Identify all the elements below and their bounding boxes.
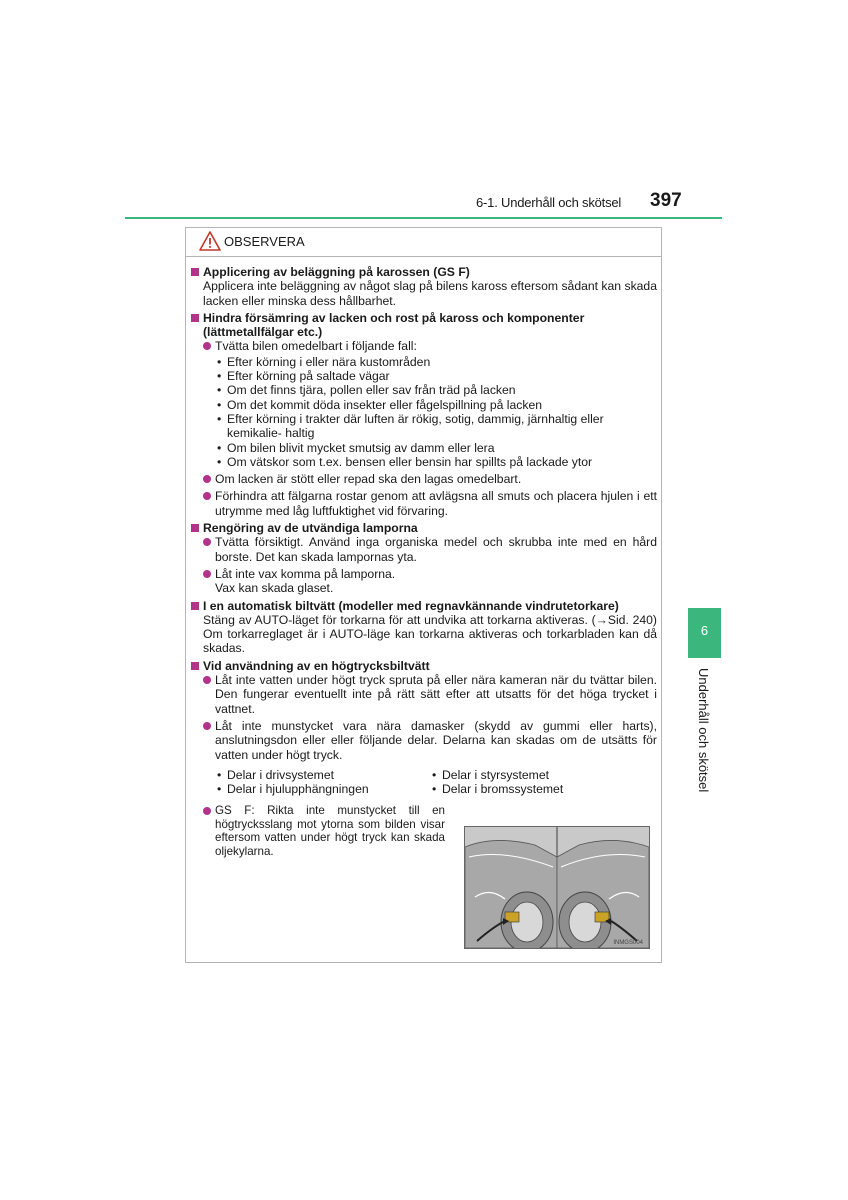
list-item: • Om bilen blivit mycket smutsig av damm eller lera — [217, 440, 495, 455]
chapter-tab — [688, 608, 721, 658]
dot-item: Om lacken är stött eller repad ska den lagas omedelbart. — [191, 472, 657, 486]
dot-bullet-icon — [203, 722, 211, 730]
paragraph: Stäng av AUTO-läget för torkarna för att undvika att torkarna aktiveras. (→Sid. 240) Om torkarreglaget är i AUTO-läge kan torkarna aktiveras och torkarbladen kan då skadas. — [203, 612, 657, 656]
dot-item: Låt inte vatten under högt tryck spruta på eller nära kameran när du tvättar bilen. Den fungerar eventuellt inte på rätt sätt efter att utsatts för det höga trycket i vattnet. — [191, 673, 657, 716]
parts-list — [191, 768, 657, 797]
car-wheel-illustration — [464, 826, 650, 949]
notice-title: OBSERVERA — [224, 234, 305, 249]
dot-bullet-icon — [203, 676, 211, 684]
list-item: • Delar i bromssystemet — [432, 782, 564, 797]
paragraph: GS F: Rikta inte munstycket till en högtrycksslang mot ytorna som bilden visar eftersom vatten under högt tryck kan skada oljekylarna. — [215, 804, 445, 858]
page-number: 397 — [650, 190, 682, 211]
bullet-icon: • — [217, 440, 222, 455]
car-front-drawing — [465, 827, 649, 948]
bullet-icon: • — [217, 454, 222, 469]
dot-item: Tvätta bilen omedelbart i följande fall: — [191, 339, 657, 353]
square-bullet-icon — [191, 314, 199, 322]
chapter-label: Underhåll och skötsel — [696, 668, 711, 793]
notice-box — [185, 227, 662, 963]
section-title: I en automatisk biltvätt (modeller med regnavkännande vindrutetorkare) — [191, 599, 657, 613]
square-bullet-icon — [191, 662, 199, 670]
bullet-icon: • — [432, 767, 437, 782]
bullet-icon: • — [217, 411, 222, 426]
warning-triangle-icon — [199, 231, 221, 251]
bullet-icon: • — [217, 767, 222, 782]
list-item: • Om det finns tjära, pollen eller sav från träd på lacken — [217, 383, 516, 398]
dot-item: Låt inte munstycket vara nära damasker (skydd av gummi eller harts), anslutningsdon eller eller följande delar. Delarna kan skadas om de utsätts för vatten under högt tryck. — [191, 719, 657, 762]
bullet-icon: • — [217, 383, 222, 398]
section-title: Hindra försämring av lacken och rost på kaross och komponenter (lättmetallfälgar etc.) — [191, 311, 657, 340]
bullet-icon: • — [217, 354, 222, 369]
section-heading: 6-1. Underhåll och skötsel — [476, 195, 622, 210]
dot-bullet-icon — [203, 475, 211, 483]
notice-header — [186, 228, 661, 257]
illustration-code: INMGS004 — [613, 940, 643, 946]
section-title: Applicering av beläggning på karossen (GS F) — [191, 265, 657, 279]
dot-item: Förhindra att fälgarna rostar genom att avlägsna all smuts och placera hjulen i ett utrymme med låg luftfuktighet vid förvaring. — [191, 489, 657, 518]
dot-item: Låt inte vax komma på lamporna. Vax kan skada glaset. — [191, 567, 657, 596]
list-item: • Efter körning i trakter där luften är rökig, sotig, dammig, järnhaltig eller kemikalie- haltig — [217, 411, 604, 441]
list-item: • Delar i hjulupphängningen — [217, 782, 369, 797]
list-item: • Efter körning på saltade vägar — [217, 369, 390, 384]
chapter-number: 6 — [700, 623, 709, 638]
bullet-icon: • — [217, 782, 222, 797]
paragraph: Applicera inte beläggning av något slag på bilens kaross eftersom sådant kan skada lacken eller minska dess hållbarhet. — [203, 279, 657, 308]
list-item: • Om det kommit döda insekter eller fågelspillning på lacken — [217, 397, 543, 412]
list-item: • Delar i drivsystemet — [217, 767, 335, 782]
bullet-icon: • — [432, 782, 437, 797]
dot-bullet-icon — [203, 342, 211, 350]
square-bullet-icon — [191, 524, 199, 532]
dot-bullet-icon — [203, 492, 211, 500]
dot-item: Tvätta försiktigt. Använd inga organiska medel och skrubba inte med en hård borste. Det kan skada lampornas yta. — [191, 535, 657, 564]
square-bullet-icon — [191, 268, 199, 276]
parts-column-left — [191, 768, 406, 797]
list-item: • Om vätskor som t.ex. bensen eller bensin har spillts på lackade ytor — [217, 454, 593, 469]
parts-column-right — [406, 768, 621, 797]
list-item: • Delar i styrsystemet — [432, 767, 549, 782]
bullet-icon: • — [217, 397, 222, 412]
header-rule — [125, 217, 722, 219]
notice-content — [191, 264, 657, 858]
dot-bullet-icon — [203, 538, 211, 546]
square-bullet-icon — [191, 602, 199, 610]
list-item: • Efter körning i eller nära kustområden — [217, 354, 431, 369]
bullet-icon: • — [217, 369, 222, 384]
section-title: Vid användning av en högtrycksbiltvätt — [191, 659, 657, 673]
dot-bullet-icon — [203, 570, 211, 578]
section-title: Rengöring av de utvändiga lamporna — [191, 521, 657, 535]
